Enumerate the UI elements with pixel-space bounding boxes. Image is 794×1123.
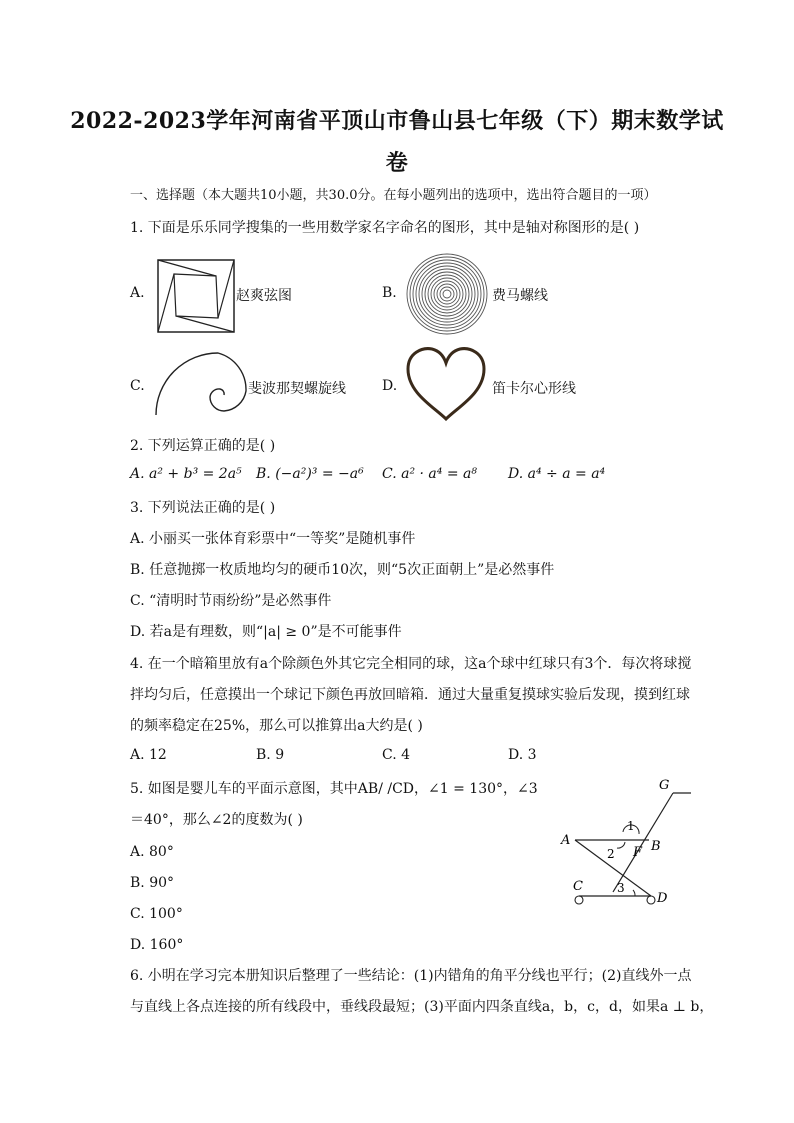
- zhao-shuang-diagram: [156, 258, 236, 334]
- label-angle-3: 3: [617, 881, 625, 895]
- q5-option-b: B. 90°: [130, 875, 175, 891]
- question-2-stem: 2. 下列运算正确的是( ): [130, 438, 276, 454]
- q5-option-c: C. 100°: [130, 906, 183, 922]
- q3-option-c: C. “清明时节雨纷纷”是必然事件: [130, 593, 332, 609]
- q4-option-d: D. 3: [508, 747, 537, 763]
- label-angle-2: 2: [607, 847, 615, 861]
- question-6-line1: 6. 小明在学习完本册知识后整理了一些结论：(1)内错角的角平分线也平行；(2)直线外一点: [130, 968, 692, 984]
- q3-option-d: D. 若a是有理数，则“|a| ≥ 0”是不可能事件: [130, 624, 402, 640]
- question-4-line3: 的频率稳定在25%，那么可以推算出a大约是( ): [130, 718, 423, 734]
- label-B: B: [651, 839, 661, 854]
- q1-option-c-letter: C.: [130, 378, 145, 394]
- question-5-line1: 5. 如图是婴儿车的平面示意图，其中AB/ /CD，∠1 = 130°，∠3: [130, 781, 538, 797]
- q5-option-d: D. 160°: [130, 937, 184, 953]
- label-F: F: [633, 845, 643, 860]
- label-D: D: [657, 891, 668, 906]
- q5-option-a: A. 80°: [130, 844, 174, 860]
- q4-option-c: C. 4: [382, 747, 411, 763]
- exam-title-line1: 2022-2023学年河南省平顶山市鲁山县七年级（下）期末数学试: [70, 108, 724, 134]
- section-heading: 一、选择题（本大题共10小题，共30.0分。在每小题列出的选项中，选出符合题目的一项）: [130, 188, 657, 203]
- question-1-stem: 1. 下面是乐乐同学搜集的一些用数学家名字命名的图形，其中是轴对称图形的是( ): [130, 220, 640, 236]
- q2-option-d: D. a⁴ ÷ a = a⁴: [508, 466, 606, 482]
- q2-option-a: A. a² + b³ = 2a⁵: [130, 466, 242, 482]
- label-A: A: [561, 833, 571, 848]
- q1-option-a-letter: A.: [130, 285, 145, 301]
- q1-option-d-label: 笛卡尔心形线: [492, 381, 576, 397]
- question-3-stem: 3. 下列说法正确的是( ): [130, 500, 276, 516]
- q1-option-c-label: 斐波那契螺旋线: [248, 381, 346, 397]
- q3-option-b: B. 任意抛掷一枚质地均匀的硬币10次，则“5次正面朝上”是必然事件: [130, 562, 555, 578]
- q1-option-b-label: 费马螺线: [492, 288, 548, 304]
- question-4-line1: 4. 在一个暗箱里放有a个除颜色外其它完全相同的球，这a个球中红球只有3个．每次将球搅: [130, 656, 692, 672]
- question-5-line2: ＝40°，那么∠2的度数为( ): [130, 812, 303, 828]
- q2-option-c: C. a² · a⁴ = a⁸: [382, 466, 477, 482]
- q1-option-b-letter: B.: [382, 285, 397, 301]
- q2-option-b: B. (−a²)³ = −a⁶: [256, 466, 364, 482]
- q4-option-b: B. 9: [256, 747, 285, 763]
- label-C: C: [573, 879, 583, 894]
- label-G: G: [659, 778, 670, 793]
- q3-option-a: A. 小丽买一张体育彩票中“一等奖”是随机事件: [130, 531, 416, 547]
- cardioid-heart-figure: [404, 345, 488, 423]
- exam-title-line2: 卷: [385, 150, 409, 176]
- label-angle-1: 1: [627, 819, 635, 833]
- q4-option-a: A. 12: [130, 747, 167, 763]
- stroller-diagram: [555, 772, 705, 912]
- fermat-spiral-figure: [405, 252, 489, 336]
- fibonacci-spiral-figure: [150, 345, 250, 417]
- q1-option-d-letter: D.: [382, 378, 398, 394]
- question-4-line2: 拌均匀后，任意摸出一个球记下颜色再放回暗箱．通过大量重复摸球实验后发现，摸到红球: [130, 687, 690, 703]
- question-6-line2: 与直线上各点连接的所有线段中，垂线段最短；(3)平面内四条直线a，b，c，d，如果a ⊥ b，: [130, 999, 714, 1015]
- q1-option-a-label: 赵爽弦图: [236, 288, 292, 304]
